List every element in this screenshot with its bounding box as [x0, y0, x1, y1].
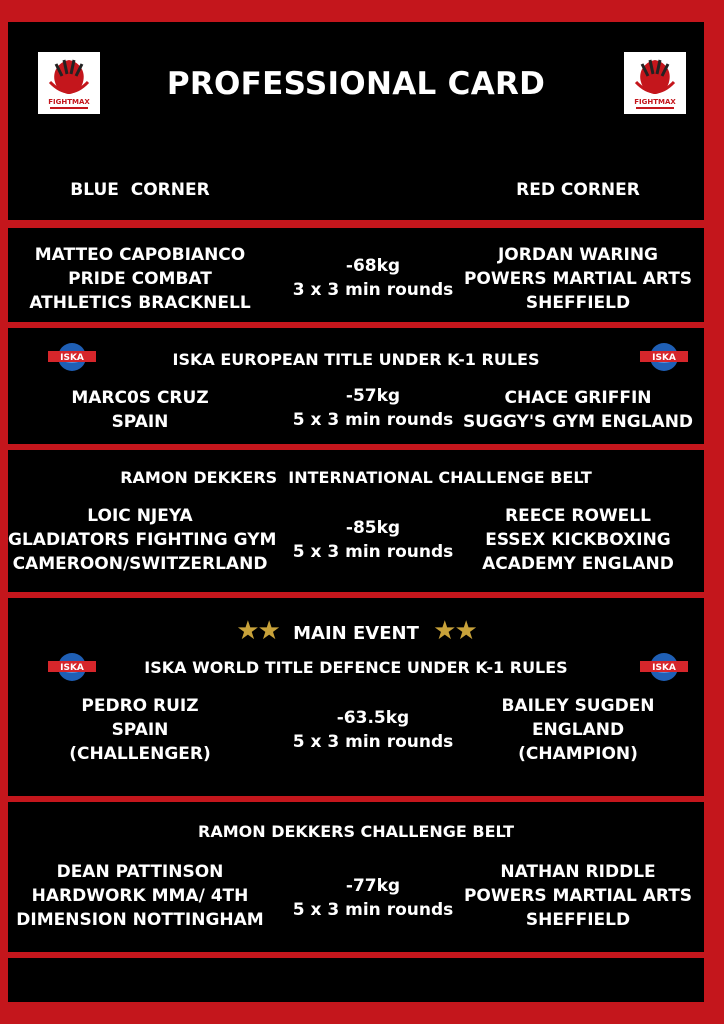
- star-icon: ★★: [433, 616, 476, 646]
- red-fighter-line: (CHAMPION): [518, 744, 638, 764]
- red-fighter: [452, 386, 704, 434]
- blue-fighter: [8, 694, 272, 766]
- blue-fighter: [8, 386, 272, 434]
- iska-logo-right: [638, 652, 690, 682]
- weight-class: -77kg: [345, 876, 401, 896]
- blue-fighter-line: LOIC NJEYA: [87, 506, 193, 526]
- bout-panel-1: [8, 228, 704, 322]
- blue-fighter-line: ATHLETICS BRACKNELL: [29, 293, 251, 313]
- weight-class: -63.5kg: [336, 708, 410, 728]
- blue-fighter: [8, 243, 272, 315]
- bout-title: RAMON DEKKERS CHALLENGE BELT: [198, 822, 514, 841]
- rounds: 5 x 3 min rounds: [292, 900, 454, 920]
- red-fighter-line: CHACE GRIFFIN: [504, 388, 652, 408]
- logo-text: FIGHTMAX: [634, 98, 676, 106]
- main-event-heading: [8, 616, 704, 646]
- bout-details: [278, 874, 468, 922]
- blue-fighter-line: CAMEROON/SWITZERLAND: [12, 554, 268, 574]
- red-corner-label: RED CORNER: [516, 180, 640, 200]
- bout-title: RAMON DEKKERS INTERNATIONAL CHALLENGE BELT: [120, 468, 592, 487]
- iska-logo-text: ISKA: [60, 353, 84, 363]
- red-fighter-line: NATHAN RIDDLE: [500, 862, 656, 882]
- red-fighter: [452, 243, 704, 315]
- red-fighter-line: REECE ROWELL: [505, 506, 651, 526]
- red-fighter-line: SHEFFIELD: [525, 910, 631, 930]
- bout-details: [278, 254, 468, 302]
- blue-fighter-line: MARC0S CRUZ: [71, 388, 209, 408]
- red-fighter: [452, 504, 704, 576]
- blue-fighter-line: GLADIATORS FIGHTING GYM: [8, 530, 277, 550]
- rounds: 5 x 3 min rounds: [292, 410, 454, 430]
- red-fighter-line: JORDAN WARING: [497, 245, 659, 265]
- weight-class: -57kg: [345, 386, 401, 406]
- fightmax-logo-right: [624, 52, 686, 114]
- main-event-label: MAIN EVENT: [293, 623, 419, 644]
- blue-fighter-line: PEDRO RUIZ: [81, 696, 199, 716]
- logo-text: FIGHTMAX: [48, 98, 90, 106]
- weight-class: -68kg: [345, 256, 401, 276]
- bout-panel-5: [8, 802, 704, 952]
- red-fighter-line: POWERS MARTIAL ARTS: [463, 886, 693, 906]
- blue-fighter-line: PRIDE COMBAT: [68, 269, 212, 289]
- blue-fighter: [8, 860, 272, 932]
- red-fighter-line: ESSEX KICKBOXING: [485, 530, 671, 550]
- bout-panel-3: [8, 450, 704, 592]
- blue-corner-label: BLUE CORNER: [70, 180, 210, 200]
- page-title: PROFESSIONAL CARD: [166, 66, 546, 102]
- rounds: 3 x 3 min rounds: [292, 280, 454, 300]
- rounds: 5 x 3 min rounds: [292, 732, 454, 752]
- iska-logo-right: [638, 342, 690, 372]
- star-icon: ★★: [236, 616, 279, 646]
- iska-logo-text: ISKA: [652, 353, 676, 363]
- bout-details: [278, 706, 468, 754]
- red-fighter: [452, 694, 704, 766]
- red-fighter-line: BAILEY SUGDEN: [501, 696, 655, 716]
- blue-fighter-line: MATTEO CAPOBIANCO: [34, 245, 246, 265]
- red-fighter-line: SHEFFIELD: [525, 293, 631, 313]
- blue-fighter-line: DIMENSION NOTTINGHAM: [16, 910, 264, 930]
- fightmax-logo-icon: [624, 52, 686, 114]
- bout-details: [278, 516, 468, 564]
- bout-panel-main-event: [8, 598, 704, 796]
- bout-title: ISKA EUROPEAN TITLE UNDER K-1 RULES: [172, 350, 540, 369]
- header-panel: [8, 22, 704, 220]
- bout-title: ISKA WORLD TITLE DEFENCE UNDER K-1 RULES: [144, 658, 568, 677]
- iska-logo-text: ISKA: [652, 663, 676, 673]
- red-fighter-line: ACADEMY ENGLAND: [482, 554, 674, 574]
- blue-fighter: [8, 504, 277, 576]
- blue-fighter-line: HARDWORK MMA/ 4TH: [31, 886, 249, 906]
- iska-logo-text: ISKA: [60, 663, 84, 673]
- blue-fighter-line: DEAN PATTINSON: [56, 862, 224, 882]
- red-fighter-line: ENGLAND: [531, 720, 625, 740]
- blue-fighter-line: SPAIN: [111, 720, 169, 740]
- red-fighter: [452, 860, 704, 932]
- blue-fighter-line: (CHALLENGER): [69, 744, 211, 764]
- red-fighter-line: POWERS MARTIAL ARTS: [463, 269, 693, 289]
- red-fighter-line: SUGGY'S GYM ENGLAND: [462, 412, 694, 432]
- footer-panel: [8, 958, 704, 1002]
- bout-panel-2: [8, 328, 704, 444]
- bout-details: [278, 384, 468, 432]
- rounds: 5 x 3 min rounds: [292, 542, 454, 562]
- weight-class: -85kg: [345, 518, 401, 538]
- blue-fighter-line: SPAIN: [111, 412, 169, 432]
